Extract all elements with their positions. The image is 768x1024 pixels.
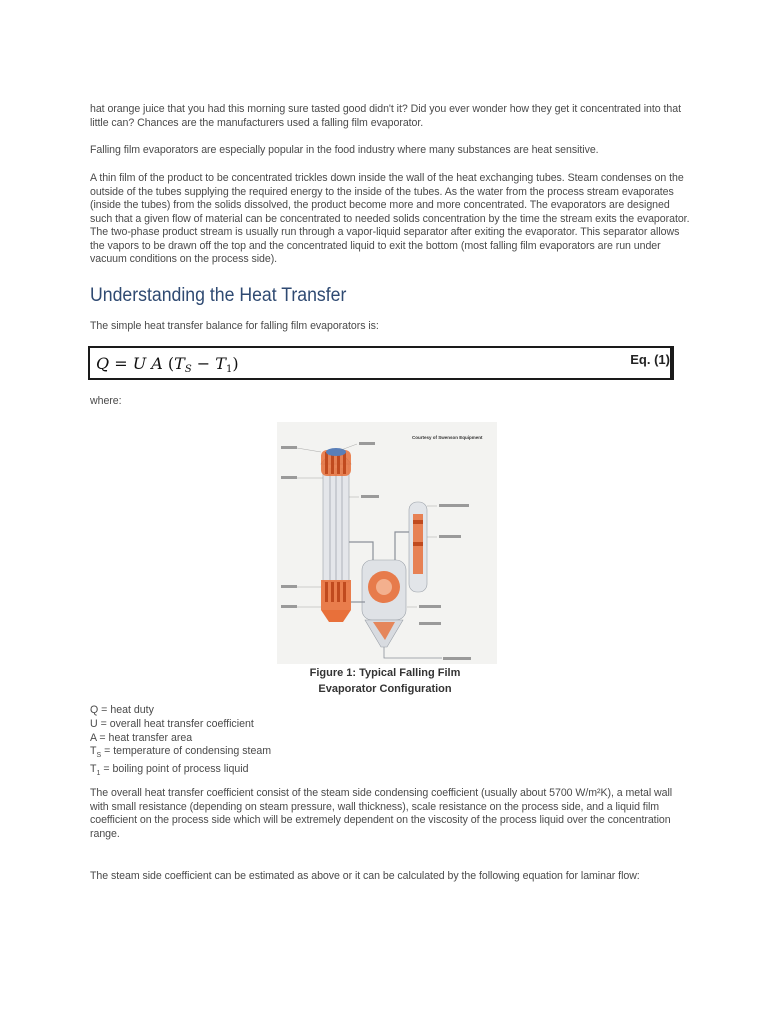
var-ts: $T_S$ = temperature of condensing steam (90, 745, 272, 760)
intro-paragraph-2: Falling film evaporators are especially popular in the food industry where many substances are heat sensitive. (90, 144, 599, 156)
evaporator-figure (277, 422, 497, 664)
var-q: Q = heat duty (90, 704, 154, 716)
var-a: A = heat transfer area (90, 731, 193, 744)
variable-definitions (90, 704, 271, 781)
caption-line-2: Evaporator Configuration (318, 683, 452, 695)
figure-credit: Courtesy of Swenson Equipment (412, 435, 483, 440)
var-u: U = overall heat transfer coefficient (90, 717, 254, 730)
where-paragraph: where: (90, 395, 122, 407)
section-heading: Understanding the Heat Transfer (90, 285, 347, 306)
var-t1: $T_1$ = boiling point of process liquid (90, 763, 249, 778)
intro-paragraph-1: hat orange juice that you had this morning sure tasted good didn't it? Did you ever wonder how they get it concentrated into that little can? Chances are the manufacturers used a falling film evaporator. (90, 103, 681, 129)
equation-label: Eq. (1) (630, 352, 670, 367)
equation-box (88, 346, 674, 380)
overall-coefficient-paragraph: The overall heat transfer coefficient consist of the steam side condensing coefficient (usually about 5700 W/m²K), a metal wall with small resistance (depending on steam pressure, wall thickness), scale resistance on the process side, and a liquid film coefficient on the process side which will be extremely dependent on the viscosity of the process liquid over the concentration range. (90, 787, 673, 840)
steam-side-paragraph: The steam side coefficient can be estimated as above or it can be calculated by the following equation for laminar flow: (90, 870, 640, 882)
intro-paragraph-3: A thin film of the product to be concentrated trickles down inside the wall of the heat exchanging tubes. Steam condenses on the outside of the tubes supplying the required energy to the inside of the tubes. As the water from the process stream evaporates (inside the tubes) from the solids dissolved, the product become more and more concentrated. The evaporators are designed such that a given flow of material can be concentrated to needed solids concentration by the time the stream exits the evaporator. The two-phase product stream is usually run through a vapor-liquid separator after exiting the evaporator. This separator allows the vapors to be drawn off the top and the concentrated liquid to exit the bottom (most falling film evaporators are run under vacuum conditions on the process side). (90, 172, 690, 265)
heat-balance-paragraph: The simple heat transfer balance for falling film evaporators is: (90, 320, 379, 332)
evaporator-diagram (277, 422, 497, 664)
caption-line-1: Figure 1: Typical Falling Film (309, 667, 461, 679)
figure-caption (277, 665, 493, 697)
equation: Q = U A $(T_S - T_1)$ (96, 354, 239, 375)
